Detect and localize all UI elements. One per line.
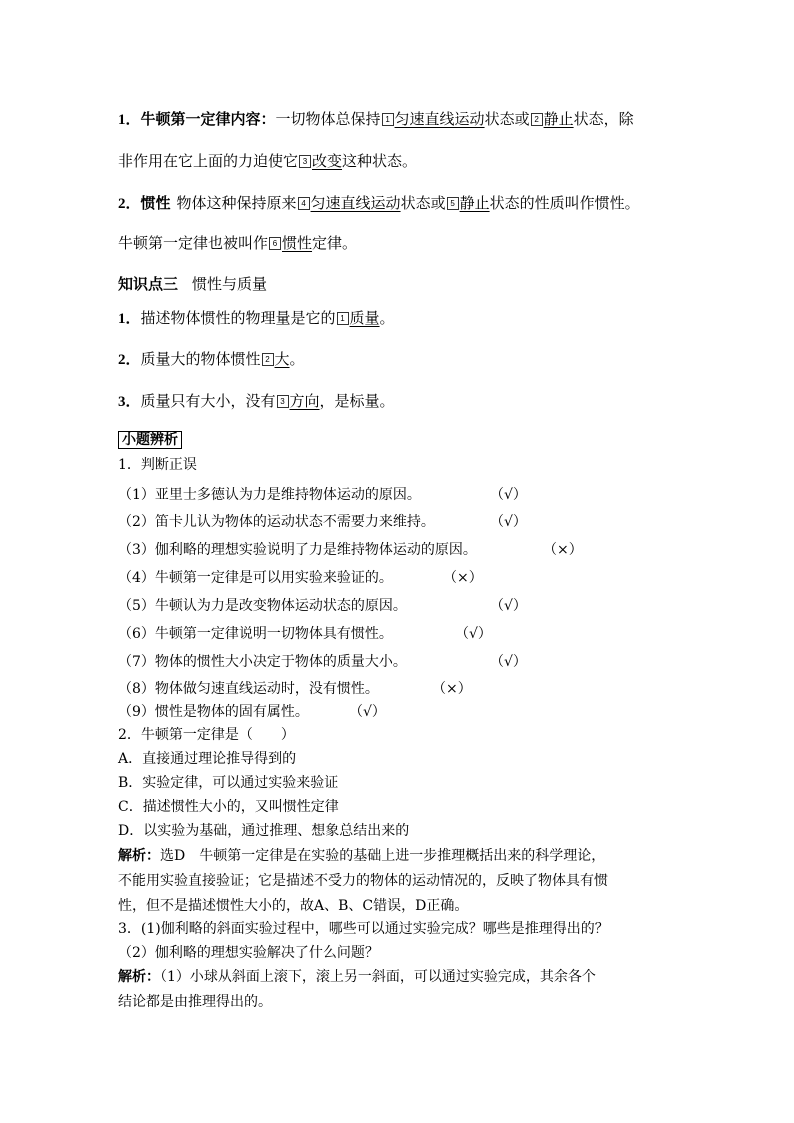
text: 这种状态。 — [342, 152, 418, 170]
solution-3-line1 — [118, 966, 596, 986]
judgement-mark: （√） — [490, 654, 527, 670]
text: 质量只有大小，没有 — [140, 392, 276, 410]
quiz-label-box: 小题辨析 — [118, 431, 182, 449]
answer-3: 改变 — [312, 152, 343, 170]
text: 描述物体惯性的物理量是它的 — [140, 309, 336, 327]
judgement-mark: （√） — [490, 514, 527, 530]
judgement-statement: （1）亚里士多德认为力是维持物体运动的原因。 — [118, 487, 421, 503]
answer-4: 匀速直线运动 — [310, 194, 401, 212]
judgement-statement: （9）惯性是物体的固有属性。 — [118, 704, 309, 720]
judgement-mark: （√） — [490, 487, 527, 503]
paragraph-inertia-line1 — [118, 192, 640, 213]
text: 状态或 — [484, 110, 530, 128]
answer: 大 — [274, 350, 290, 368]
text: 状态的性质叫作惯性。 — [489, 194, 640, 212]
judgement-statement: （6）牛顿第一定律说明一切物体具有惯性。 — [118, 626, 393, 642]
judgement-item — [118, 678, 472, 698]
judgement-mark: （√） — [490, 598, 527, 614]
answer: 质量 — [349, 309, 380, 327]
judgement-item — [118, 567, 483, 587]
heading-label: 知识点三 — [118, 275, 179, 293]
option-b: B．实验定律，可以通过实验来验证 — [118, 775, 339, 791]
option-a: A．直接通过理论推导得到的 — [118, 751, 297, 767]
judgement-mark: （√） — [455, 626, 492, 642]
answer-5: 静止 — [459, 194, 490, 212]
text: 非作用在它上面的力迫使它 — [118, 152, 299, 170]
judgement-statement: （2）笛卡儿认为物体的运动状态不需要力来维持。 — [118, 514, 435, 530]
quiz-label-line — [118, 429, 182, 449]
solution-3-line2: 结论都是由推理得出的。 — [118, 994, 272, 1010]
judgement-statement: （8）物体做匀速直线运动时，没有惯性。 — [118, 681, 379, 697]
item-number: 1． — [118, 311, 141, 327]
judgement-statement: （4）牛顿第一定律是可以用实验来验证的。 — [118, 570, 393, 586]
judgement-item — [118, 595, 527, 615]
blank-marker-2: 2 — [531, 113, 543, 126]
section3-item-1 — [118, 307, 395, 328]
solution-2-line1 — [118, 845, 605, 865]
judgement-item — [118, 511, 527, 531]
judgement-mark: （×） — [543, 542, 583, 558]
paragraph-newton-first-law-line1 — [118, 108, 634, 129]
blank-marker-2: 2 — [262, 353, 274, 366]
heading-topic: 惯性与质量 — [192, 275, 268, 293]
paragraph-newton-first-law-line2 — [118, 150, 417, 171]
blank-marker-1: 1 — [337, 312, 349, 325]
solution-label: 解析： — [118, 969, 160, 985]
quiz-question-2: 2．牛顿第一定律是（ ） — [118, 727, 295, 743]
judgement-item — [118, 701, 386, 721]
item-number: 1． — [118, 112, 141, 128]
text: 状态或 — [400, 194, 446, 212]
text: 状态，除 — [573, 110, 634, 128]
term-label: 牛顿第一定律内容： — [140, 110, 276, 128]
text: 定律。 — [312, 234, 358, 252]
judgement-statement: （3）伽利略的理想实验说明了力是维持物体运动的原因。 — [118, 542, 477, 558]
section3-item-3 — [118, 390, 395, 411]
judgement-item — [118, 484, 527, 504]
judgement-statement: （7）物体的惯性大小决定于物体的质量大小。 — [118, 654, 407, 670]
judgement-statement: （5）牛顿认为力是改变物体运动状态的原因。 — [118, 598, 407, 614]
text: 。 — [289, 350, 305, 368]
answer-6: 惯性 — [282, 234, 313, 252]
text: ，是标量。 — [319, 392, 395, 410]
option-d: D．以实验为基础，通过推理、想象总结出来的 — [118, 823, 410, 839]
quiz-question-1: 1．判断正误 — [118, 457, 197, 473]
term-label: 惯性 — [140, 194, 171, 212]
answer: 方向 — [289, 392, 320, 410]
quiz-question-3-line2: （2）伽利略的理想实验解决了什么问题？ — [118, 945, 379, 961]
section-heading — [118, 273, 267, 294]
answer-1: 匀速直线运动 — [394, 110, 485, 128]
blank-marker-4: 4 — [298, 197, 310, 210]
judgement-mark: （×） — [432, 681, 472, 697]
item-number: 3． — [118, 394, 141, 410]
blank-marker-3: 3 — [299, 155, 311, 168]
answer-2: 静止 — [543, 110, 574, 128]
solution-text: （1）小球从斜面上滚下，滚上另一斜面，可以通过实验完成，其余各个 — [160, 969, 596, 985]
text: 牛顿第一定律也被叫作 — [118, 234, 269, 252]
text: 。 — [379, 309, 395, 327]
item-number: 2． — [118, 196, 141, 212]
blank-marker-5: 5 — [447, 197, 459, 210]
judgement-mark: （×） — [443, 570, 483, 586]
blank-marker-3: 3 — [277, 395, 289, 408]
judgement-item — [118, 539, 583, 559]
solution-label: 解析： — [118, 848, 160, 864]
paragraph-inertia-line2 — [118, 232, 357, 253]
text: 质量大的物体惯性 — [140, 350, 261, 368]
section3-item-2 — [118, 348, 305, 369]
quiz-question-3-line1: 3．(1)伽利略的斜面实验过程中，哪些可以通过实验完成？哪些是推理得出的？ — [118, 921, 609, 937]
text: 物体这种保持原来 — [176, 194, 297, 212]
judgement-mark: （√） — [349, 704, 386, 720]
solution-text: 选D 牛顿第一定律是在实验的基础上进一步推理概括出来的科学理论， — [160, 848, 606, 864]
solution-2-line2: 不能用实验直接验证；它是描述不受力的物体的运动情况的，反映了物体具有惯 — [118, 873, 608, 889]
judgement-item — [118, 623, 492, 643]
judgement-item — [118, 651, 527, 671]
item-number: 2． — [118, 352, 141, 368]
blank-marker-1: 1 — [382, 113, 394, 126]
text: 一切物体总保持 — [275, 110, 381, 128]
blank-marker-6: 6 — [269, 237, 281, 250]
solution-2-line3: 性，但不是描述惯性大小的，故A、B、C错误，D正确。 — [118, 898, 469, 914]
option-c: C．描述惯性大小的，又叫惯性定律 — [118, 799, 339, 815]
